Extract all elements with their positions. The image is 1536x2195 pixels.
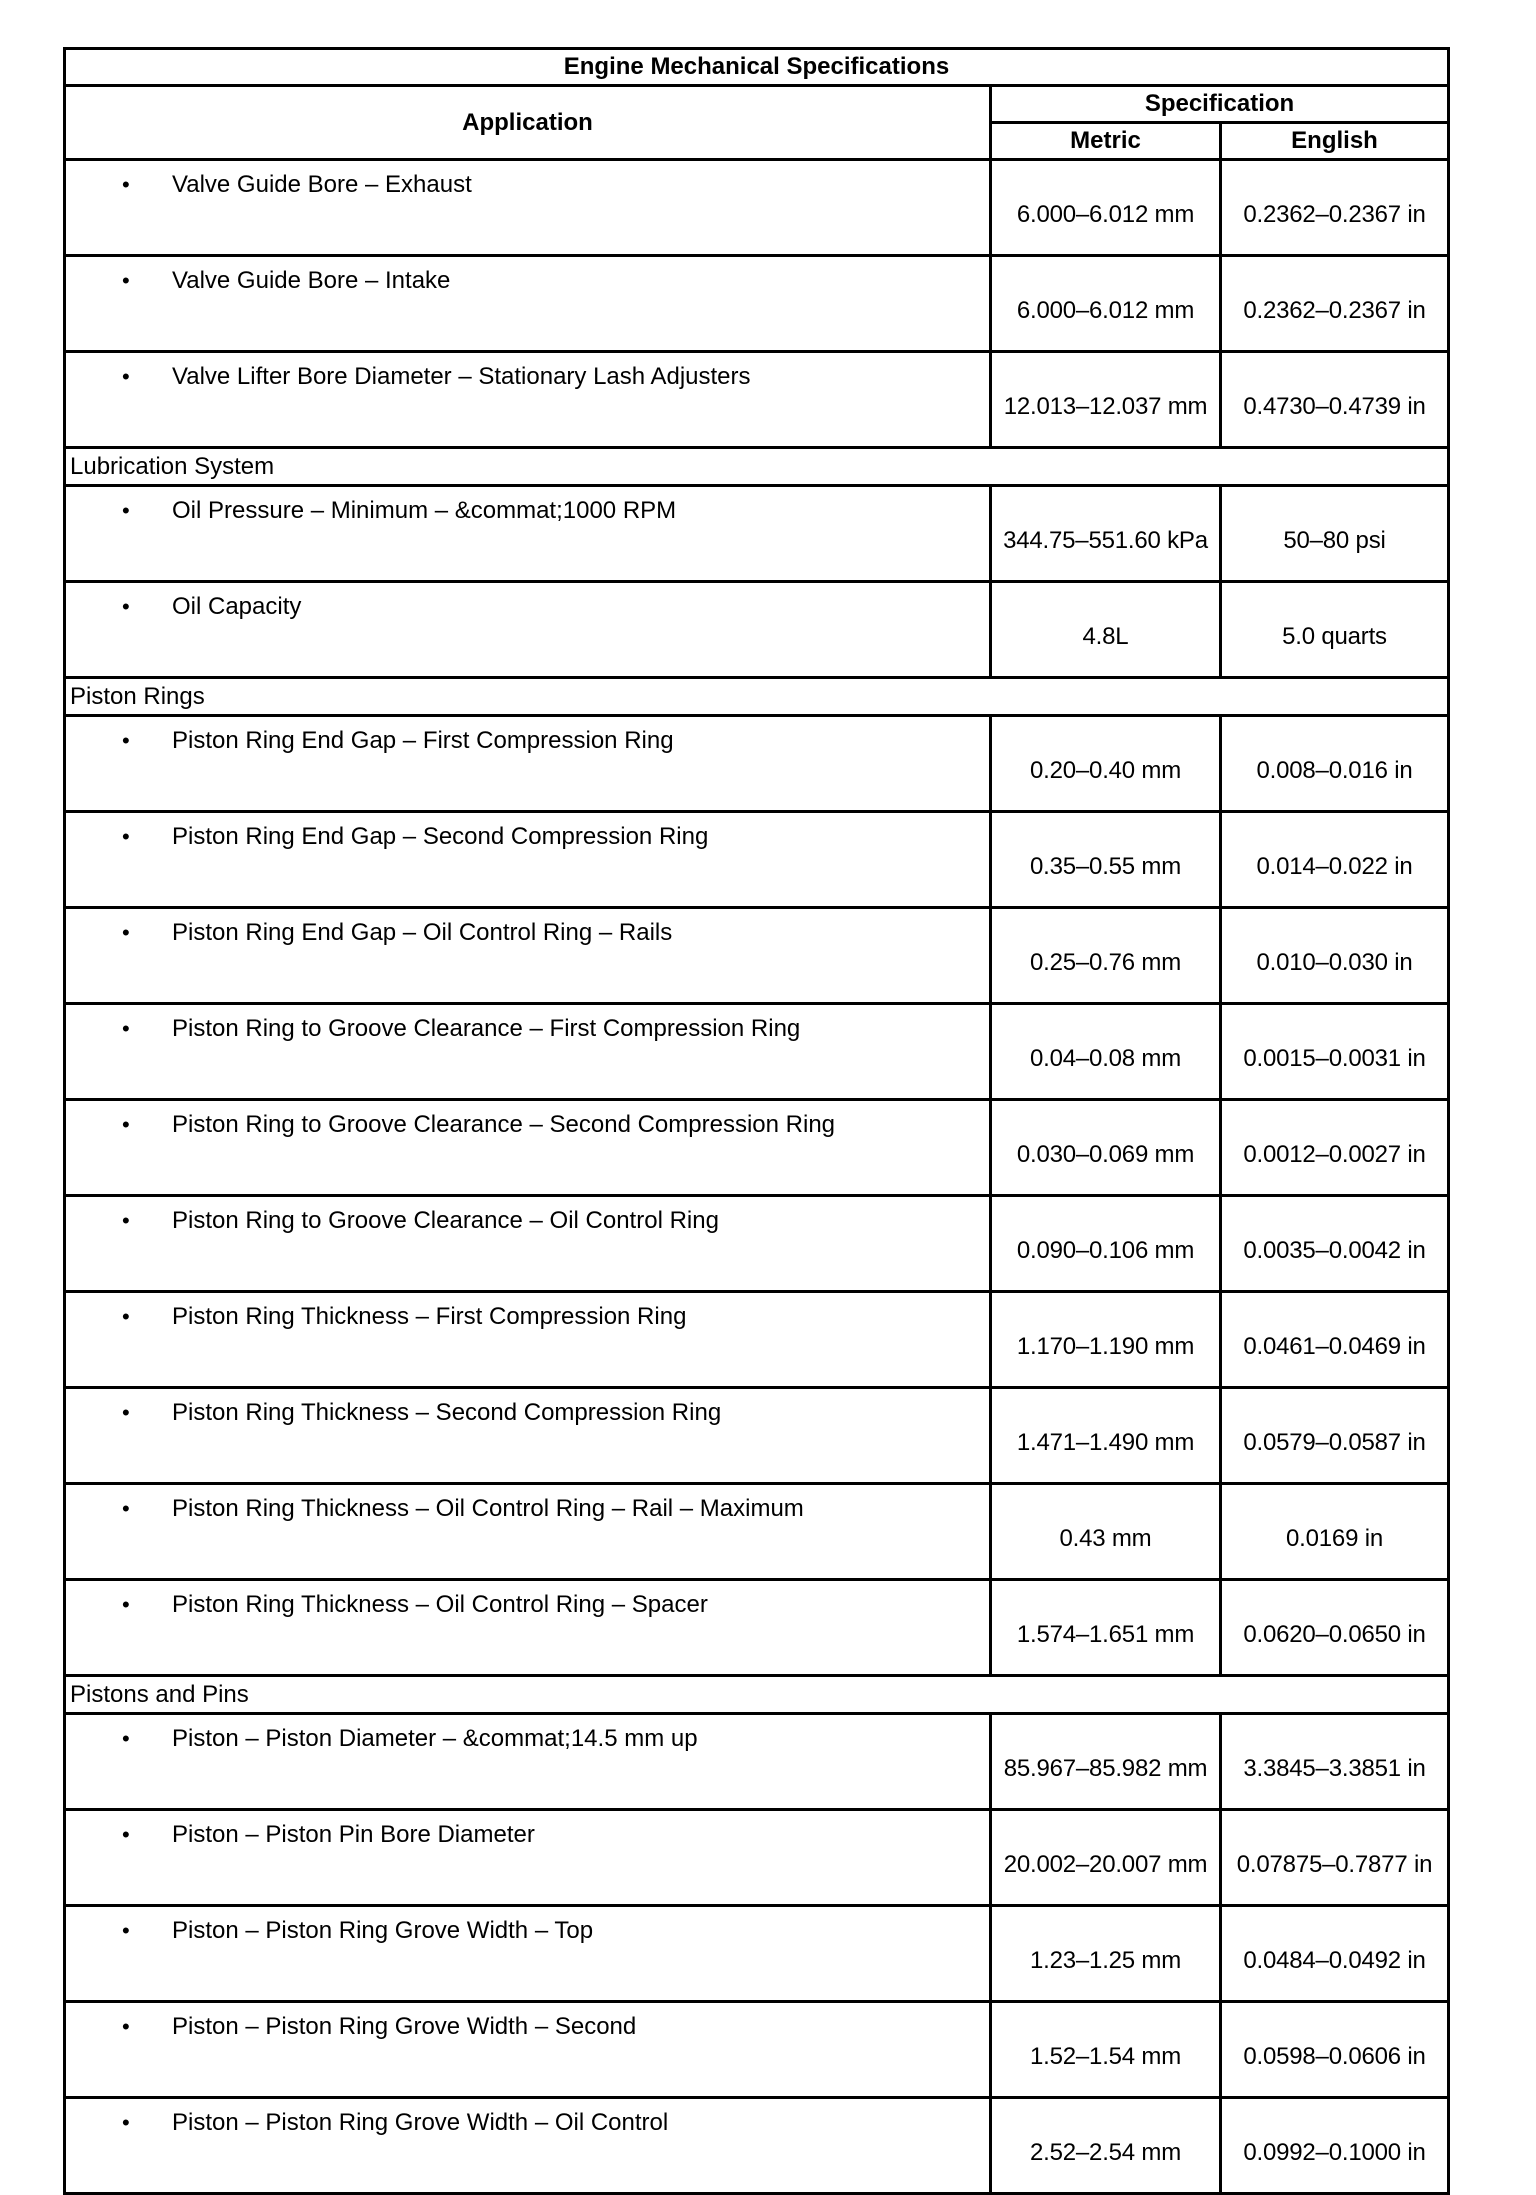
application-cell-content (66, 717, 989, 755)
english-value: 0.0579–0.0587 in (1221, 1388, 1449, 1484)
application-cell-content (66, 583, 989, 621)
application-cell-content (66, 1581, 989, 1619)
application-cell-content (66, 1389, 989, 1427)
application-label: Piston Ring to Groove Clearance – First Compression Ring (172, 1015, 801, 1042)
application-cell (65, 1292, 991, 1388)
section-label: Piston Rings (65, 678, 1449, 716)
english-value: 0.4730–0.4739 in (1221, 352, 1449, 448)
application-cell (65, 486, 991, 582)
application-cell-content (66, 1907, 989, 1945)
bullet-icon: • (122, 1016, 130, 1041)
table-row (65, 1388, 1449, 1484)
spec-table-body (65, 160, 1449, 2194)
metric-value: 0.20–0.40 mm (991, 716, 1221, 812)
english-value: 5.0 quarts (1221, 582, 1449, 678)
table-row (65, 1810, 1449, 1906)
application-cell-content (66, 2003, 989, 2041)
table-row (65, 1906, 1449, 2002)
bullet-icon: • (122, 920, 130, 945)
table-row (65, 1196, 1449, 1292)
bullet-icon: • (122, 172, 130, 197)
table-row (65, 582, 1449, 678)
table-row (65, 1100, 1449, 1196)
section-row (65, 678, 1449, 716)
metric-value: 1.471–1.490 mm (991, 1388, 1221, 1484)
table-row (65, 1004, 1449, 1100)
application-cell (65, 582, 991, 678)
application-cell-content (66, 1293, 989, 1331)
metric-value: 12.013–12.037 mm (991, 352, 1221, 448)
application-cell-content (66, 909, 989, 947)
application-label: Piston Ring to Groove Clearance – Oil Control Ring (172, 1207, 719, 1234)
english-value: 0.2362–0.2367 in (1221, 256, 1449, 352)
application-label: Piston Ring Thickness – Oil Control Ring – Spacer (172, 1591, 708, 1618)
header-application: Application (65, 86, 991, 160)
table-row (65, 2098, 1449, 2194)
application-cell-content (66, 813, 989, 851)
table-row (65, 908, 1449, 1004)
table-row (65, 486, 1449, 582)
application-cell (65, 1810, 991, 1906)
bullet-icon: • (122, 728, 130, 753)
metric-value: 0.030–0.069 mm (991, 1100, 1221, 1196)
application-cell (65, 1714, 991, 1810)
application-cell (65, 1004, 991, 1100)
english-value: 0.0620–0.0650 in (1221, 1580, 1449, 1676)
application-cell (65, 1906, 991, 2002)
application-cell-content (66, 1715, 989, 1753)
application-label: Piston – Piston Diameter – &commat;14.5 mm up (172, 1725, 698, 1752)
header-metric: Metric (991, 123, 1221, 160)
english-value: 0.0012–0.0027 in (1221, 1100, 1449, 1196)
application-label: Valve Guide Bore – Exhaust (172, 171, 472, 198)
application-label: Piston – Piston Ring Grove Width – Top (172, 1917, 594, 1944)
application-label: Piston – Piston Pin Bore Diameter (172, 1821, 535, 1848)
metric-value: 6.000–6.012 mm (991, 256, 1221, 352)
english-value: 0.014–0.022 in (1221, 812, 1449, 908)
metric-value: 0.43 mm (991, 1484, 1221, 1580)
section-row (65, 1676, 1449, 1714)
table-row (65, 160, 1449, 256)
title-row (65, 49, 1449, 86)
bullet-icon: • (122, 1208, 130, 1233)
application-cell-content (66, 1005, 989, 1043)
application-cell (65, 1484, 991, 1580)
section-row (65, 448, 1449, 486)
metric-value: 4.8L (991, 582, 1221, 678)
application-cell-content (66, 1101, 989, 1139)
table-row (65, 1484, 1449, 1580)
application-cell (65, 2098, 991, 2194)
metric-value: 0.04–0.08 mm (991, 1004, 1221, 1100)
header-english: English (1221, 123, 1449, 160)
english-value: 0.0015–0.0031 in (1221, 1004, 1449, 1100)
application-label: Oil Capacity (172, 593, 302, 620)
application-label: Piston Ring Thickness – First Compression Ring (172, 1303, 687, 1330)
application-label: Piston – Piston Ring Grove Width – Oil Control (172, 2109, 669, 2136)
application-cell (65, 812, 991, 908)
english-value: 0.0169 in (1221, 1484, 1449, 1580)
table-row (65, 1714, 1449, 1810)
application-cell-content (66, 487, 989, 525)
table-row (65, 256, 1449, 352)
table-row (65, 1292, 1449, 1388)
metric-value: 1.23–1.25 mm (991, 1906, 1221, 2002)
application-cell (65, 1388, 991, 1484)
table-row (65, 716, 1449, 812)
bullet-icon: • (122, 2014, 130, 2039)
application-cell-content (66, 2099, 989, 2137)
application-cell (65, 2002, 991, 2098)
application-cell (65, 352, 991, 448)
metric-value: 20.002–20.007 mm (991, 1810, 1221, 1906)
application-cell (65, 1100, 991, 1196)
application-cell (65, 908, 991, 1004)
bullet-icon: • (122, 824, 130, 849)
application-cell (65, 256, 991, 352)
metric-value: 1.52–1.54 mm (991, 2002, 1221, 2098)
english-value: 0.0598–0.0606 in (1221, 2002, 1449, 2098)
metric-value: 0.090–0.106 mm (991, 1196, 1221, 1292)
english-value: 0.07875–0.7877 in (1221, 1810, 1449, 1906)
section-label: Pistons and Pins (65, 1676, 1449, 1714)
application-cell-content (66, 1485, 989, 1523)
spec-table (63, 47, 1450, 2195)
table-row (65, 812, 1449, 908)
application-cell-content (66, 161, 989, 199)
bullet-icon: • (122, 2110, 130, 2135)
english-value: 0.0035–0.0042 in (1221, 1196, 1449, 1292)
application-cell (65, 160, 991, 256)
application-cell (65, 716, 991, 812)
bullet-icon: • (122, 268, 130, 293)
application-cell-content (66, 1811, 989, 1849)
bullet-icon: • (122, 1918, 130, 1943)
application-cell-content (66, 257, 989, 295)
metric-value: 85.967–85.982 mm (991, 1714, 1221, 1810)
application-label: Piston Ring End Gap – Oil Control Ring – Rails (172, 919, 673, 946)
bullet-icon: • (122, 364, 130, 389)
application-cell-content (66, 353, 989, 391)
application-label: Piston Ring End Gap – First Compression Ring (172, 727, 674, 754)
bullet-icon: • (122, 1822, 130, 1847)
bullet-icon: • (122, 1304, 130, 1329)
header-row-1 (65, 86, 1449, 123)
english-value: 0.0992–0.1000 in (1221, 2098, 1449, 2194)
application-cell (65, 1580, 991, 1676)
application-label: Piston Ring Thickness – Oil Control Ring – Rail – Maximum (172, 1495, 804, 1522)
application-label: Piston – Piston Ring Grove Width – Second (172, 2013, 637, 2040)
application-label: Valve Guide Bore – Intake (172, 267, 451, 294)
bullet-icon: • (122, 1400, 130, 1425)
bullet-icon: • (122, 1496, 130, 1521)
application-cell (65, 1196, 991, 1292)
application-label: Piston Ring to Groove Clearance – Second Compression Ring (172, 1111, 836, 1138)
english-value: 50–80 psi (1221, 486, 1449, 582)
english-value: 0.2362–0.2367 in (1221, 160, 1449, 256)
metric-value: 6.000–6.012 mm (991, 160, 1221, 256)
metric-value: 1.574–1.651 mm (991, 1580, 1221, 1676)
english-value: 3.3845–3.3851 in (1221, 1714, 1449, 1810)
english-value: 0.0461–0.0469 in (1221, 1292, 1449, 1388)
application-cell-content (66, 1197, 989, 1235)
bullet-icon: • (122, 498, 130, 523)
application-label: Oil Pressure – Minimum – &commat;1000 RPM (172, 497, 677, 524)
english-value: 0.010–0.030 in (1221, 908, 1449, 1004)
table-row (65, 1580, 1449, 1676)
bullet-icon: • (122, 1112, 130, 1137)
metric-value: 344.75–551.60 kPa (991, 486, 1221, 582)
bullet-icon: • (122, 594, 130, 619)
english-value: 0.008–0.016 in (1221, 716, 1449, 812)
table-row (65, 2002, 1449, 2098)
application-label: Piston Ring Thickness – Second Compression Ring (172, 1399, 722, 1426)
metric-value: 0.25–0.76 mm (991, 908, 1221, 1004)
bullet-icon: • (122, 1592, 130, 1617)
application-label: Piston Ring End Gap – Second Compression Ring (172, 823, 709, 850)
table-title: Engine Mechanical Specifications (65, 49, 1449, 86)
section-label: Lubrication System (65, 448, 1449, 486)
table-row (65, 352, 1449, 448)
metric-value: 2.52–2.54 mm (991, 2098, 1221, 2194)
application-label: Valve Lifter Bore Diameter – Stationary Lash Adjusters (172, 363, 751, 390)
english-value: 0.0484–0.0492 in (1221, 1906, 1449, 2002)
header-specification: Specification (991, 86, 1449, 123)
bullet-icon: • (122, 1726, 130, 1751)
metric-value: 1.170–1.190 mm (991, 1292, 1221, 1388)
metric-value: 0.35–0.55 mm (991, 812, 1221, 908)
